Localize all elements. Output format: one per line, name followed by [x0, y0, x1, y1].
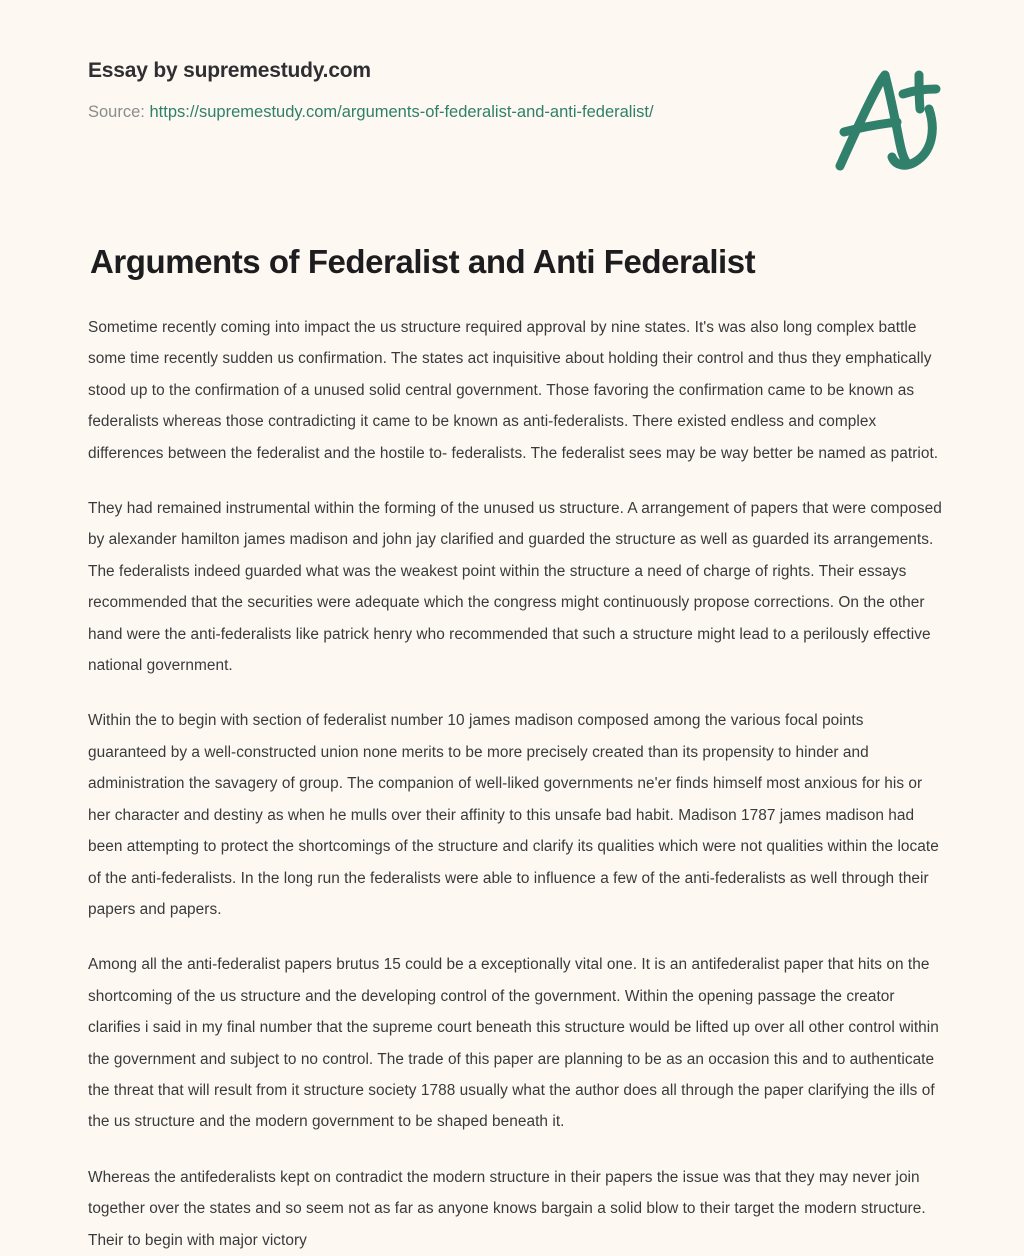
page-title: Arguments of Federalist and Anti Federalist	[90, 243, 756, 280]
paragraph: Whereas the antifederalists kept on contradict the modern structure in their papers the issue was that they may never join together over the states and so seem not as far as anyone knows bargain a solid blow to their target the modern structure. Their to begin with major victory	[88, 1168, 926, 1249]
paragraph: Among all the anti-federalist papers brutus 15 could be a exceptionally vital one. It is an antifederalist paper that hits on the shortcoming of the us structure and the developing control of the government. Within the opening passage the creator clarifies i said in my final number that the supreme court beneath this structure would be lifted up over all other control within the government and subject to no control. The trade of this paper are planning to be as an occasion this and to authenticate the threat that will result from it structure society 1788 usually what the author does all through the paper clarifying the ills of the us structure and the modern government to be shaped beneath it.	[88, 956, 939, 1131]
source-url-link[interactable]: https://supremestudy.com/arguments-of-federalist-and-anti-federalist/	[149, 103, 654, 122]
brand-logo-a-plus-icon	[819, 62, 949, 182]
paragraph: Within the to begin with section of federalist number 10 james madison composed among the various focal points guaranteed by a well-constructed union none merits to be more precisely created than its propensity to hinder and administration the savagery of group. The companion of well-liked governments ne'er finds himself most anxious for his or her character and destiny as when he mulls over their affinity to this unsafe bad habit. Madison 1787 james madison had been attempting to protect the shortcomings of the structure and clarify its qualities which were not qualities within the locate of the anti-federalists. In the long run the federalists were able to influence a few of the anti-federalists as well through their papers and papers.	[88, 712, 939, 918]
byline: Essay by supremestudy.com	[88, 59, 371, 82]
essay-body	[88, 312, 944, 1256]
source-label: Source:	[88, 103, 145, 122]
paragraph: They had remained instrumental within the forming of the unused us structure. A arrangement of papers that were composed by alexander hamilton james madison and john jay clarified and guarded the structure as well as guarded its arrangements. The federalists indeed guarded what was the weakest point within the structure a need of charge of rights. Their essays recommended that the securities were adequate which the congress might continuously propose corrections. On the other hand were the anti-federalists like patrick henry who recommended that such a structure might lead to a perilously effective national government.	[88, 500, 942, 675]
paragraph: Sometime recently coming into impact the us structure required approval by nine states. It's was also long complex battle some time recently sudden us confirmation. The states act inquisitive about holding their control and thus they emphatically stood up to the confirmation of a unused solid central government. Those favoring the confirmation came to be known as federalists whereas those contradicting it came to be known as anti-federalists. There existed endless and complex differences between the federalist and the hostile to- federalists. The federalist sees may be way better be named as patriot.	[88, 319, 939, 462]
